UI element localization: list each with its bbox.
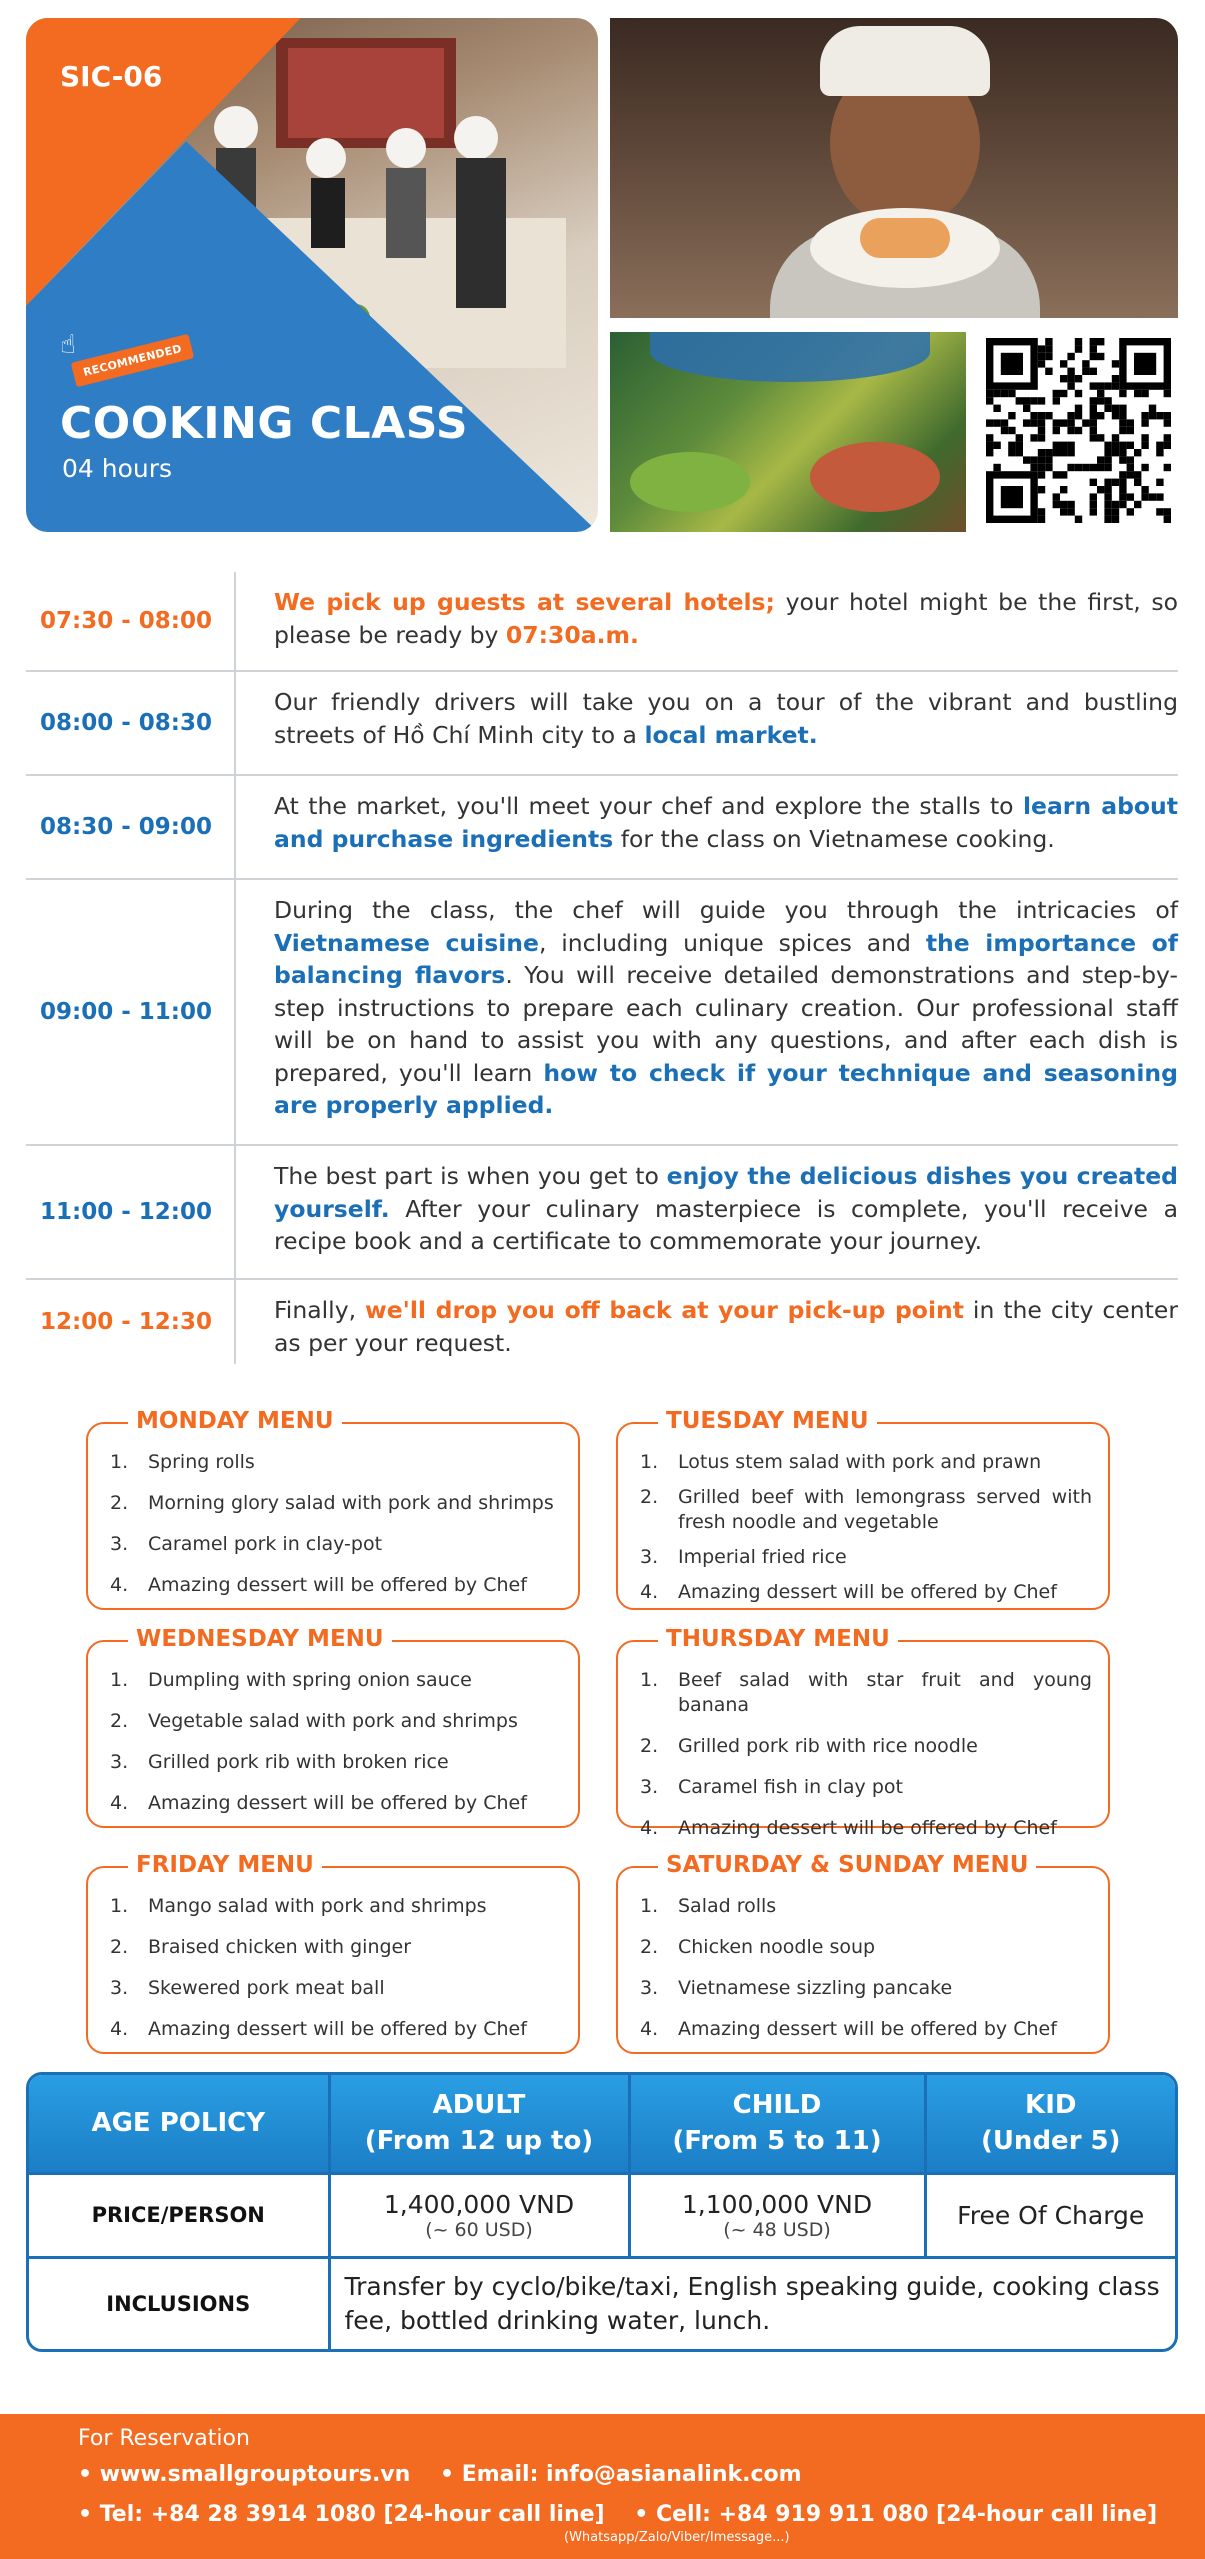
menu-item: 2. Morning glory salad with pork and shrimps (110, 1492, 554, 1514)
menu-item: 2. Vegetable salad with pork and shrimps (110, 1710, 518, 1732)
qr-code[interactable] (980, 332, 1178, 532)
menu-item: 3. Imperial fried rice (640, 1546, 847, 1568)
child-price: 1,100,000 VND (~ 48 USD) (629, 2173, 925, 2257)
reservation-heading: For Reservation (78, 2426, 250, 2451)
menu-card (616, 1626, 1110, 1839)
schedule-row (26, 672, 1178, 776)
menu-title: FRIDAY MENU (128, 1850, 322, 1880)
menu-title: SATURDAY & SUNDAY MENU (658, 1850, 1036, 1880)
schedule-time: 12:00 - 12:30 (26, 1280, 236, 1364)
menu-item: 4. Amazing dessert will be offered by Chef (640, 1817, 1057, 1839)
menu-card (86, 1408, 580, 1610)
description-segment: , including unique spices and (538, 928, 926, 957)
menu-item: 3. Skewered pork meat ball (110, 1977, 385, 1999)
hero-main-photo (26, 18, 598, 532)
description-segment: enjoy the delicious dishes you created yourself. (274, 1162, 1178, 1223)
schedule-row (26, 1280, 1178, 1364)
menu-item: 1. Lotus stem salad with pork and prawn (640, 1451, 1042, 1473)
schedule-row (26, 880, 1178, 1146)
description-segment: Our friendly drivers will take you on a tour of the vibrant and bustling streets of Hồ Chí Minh city to a (274, 688, 1178, 749)
price-table (26, 2072, 1178, 2352)
schedule-row (26, 572, 1178, 672)
page-title: COOKING CLASS (60, 398, 469, 449)
duration: 04 hours (62, 454, 173, 483)
menu-card (86, 1626, 580, 1828)
schedule-time: 11:00 - 12:00 (26, 1146, 236, 1278)
pointing-hand-icon: ☝ (60, 330, 76, 360)
description-segment: 07:30a.m. (505, 620, 639, 649)
schedule-description (236, 1280, 1178, 1364)
schedule-description (236, 672, 1178, 774)
menu-item: 3. Caramel fish in clay pot (640, 1776, 903, 1798)
menu-item: 2. Grilled beef with lemongrass served with fresh noodle and vegetable (640, 1486, 1092, 1533)
menu-item: 4. Amazing dessert will be offered by Chef (110, 1792, 527, 1814)
menu-item: 2. Braised chicken with ginger (110, 1936, 412, 1958)
menu-item: 1. Dumpling with spring onion sauce (110, 1669, 472, 1691)
kid-header: KID (Under 5) (925, 2075, 1175, 2173)
cell-link[interactable]: • Cell: +84 919 911 080 [24-hour call line] (634, 2502, 1158, 2527)
schedule-row (26, 1146, 1178, 1280)
description-segment: local market. (644, 720, 818, 749)
description-segment: we'll drop you off back at your pick-up point (365, 1296, 964, 1324)
age-policy-header: AGE POLICY (29, 2075, 329, 2173)
menu-item: 2. Grilled pork rib with rice noodle (640, 1735, 978, 1757)
schedule-time: 07:30 - 08:00 (26, 572, 236, 670)
menu-item: 1. Beef salad with star fruit and young banana (640, 1669, 1092, 1716)
description-segment: Finally, (274, 1296, 366, 1324)
footer (0, 2414, 1205, 2559)
schedule-description (236, 880, 1178, 1144)
menu-item: 2. Chicken noodle soup (640, 1936, 876, 1958)
recommended-badge: ☝ RECOMMENDED (60, 330, 172, 386)
chef-portrait-photo (610, 18, 1178, 318)
schedule-table (26, 572, 1178, 1364)
menu-card (86, 1852, 580, 2054)
menu-item: 4. Amazing dessert will be offered by Chef (110, 1574, 527, 1596)
menu-item: 3. Caramel pork in clay-pot (110, 1533, 383, 1555)
menu-title: TUESDAY MENU (658, 1406, 877, 1436)
messaging-apps-note: (Whatsapp/Zalo/Viber/Imessage...) (564, 2530, 790, 2545)
kid-price: Free Of Charge (925, 2173, 1175, 2257)
description-segment: your hotel might be the first, so please be ready by (274, 588, 1178, 649)
schedule-description (236, 572, 1178, 670)
menu-item: 1. Spring rolls (110, 1451, 255, 1473)
schedule-time: 09:00 - 11:00 (26, 880, 236, 1144)
menu-item: 4. Amazing dessert will be offered by Chef (640, 2018, 1057, 2040)
schedule-time: 08:00 - 08:30 (26, 672, 236, 774)
menu-item: 1. Salad rolls (640, 1895, 777, 1917)
menu-title: THURSDAY MENU (658, 1624, 898, 1654)
menu-item: 4. Amazing dessert will be offered by Chef (640, 1581, 1057, 1603)
menu-item: 4. Amazing dessert will be offered by Chef (110, 2018, 527, 2040)
hero (26, 18, 1178, 532)
inclusions-label: INCLUSIONS (29, 2257, 329, 2349)
menu-item: 3. Grilled pork rib with broken rice (110, 1751, 449, 1773)
email-link[interactable]: • Email: info@asianalink.com (439, 2462, 802, 2487)
description-segment: for the class on Vietnamese cooking. (613, 824, 1055, 853)
menu-card (616, 1852, 1110, 2054)
schedule-description (236, 776, 1178, 878)
schedule-row (26, 776, 1178, 880)
description-segment: in the city center as per your request. (274, 1296, 1178, 1357)
description-segment: Vietnamese cuisine (274, 928, 539, 957)
description-segment: learn about and purchase ingredients (274, 792, 1179, 853)
description-segment: We pick up guests at several hotels; (274, 588, 775, 616)
tour-code: SIC-06 (60, 60, 163, 93)
menu-title: WEDNESDAY MENU (128, 1624, 392, 1654)
inclusions-text: Transfer by cyclo/bike/taxi, English speaking guide, cooking class fee, bottled drinking water, lunch. (329, 2257, 1175, 2349)
menu-item: 3. Vietnamese sizzling pancake (640, 1977, 953, 1999)
description-segment: . You will receive detailed demonstrations and step-by-step instructions to prepare each culinary creation. Our professional staff will be on hand to assist you with any questions, and after each dish is prepared, you'll learn (274, 961, 1179, 1087)
menu-card (616, 1408, 1110, 1610)
description-segment: The best part is when you get to (274, 1162, 667, 1190)
website-link[interactable]: • www.smallgrouptours.vn (78, 2462, 411, 2487)
menu-title: MONDAY MENU (128, 1406, 342, 1436)
adult-header: ADULT (From 12 up to) (329, 2075, 629, 2173)
description-segment: During the class, the chef will guide you through the intricacies of (274, 896, 1178, 924)
menu-item: 1. Mango salad with pork and shrimps (110, 1895, 487, 1917)
child-header: CHILD (From 5 to 11) (629, 2075, 925, 2173)
description-segment: At the market, you'll meet your chef and explore the stalls to (274, 792, 1023, 820)
tel-link[interactable]: • Tel: +84 28 3914 1080 [24-hour call line] (78, 2502, 605, 2527)
market-photo (610, 332, 966, 532)
description-segment: After your culinary masterpiece is complete, you'll receive a recipe book and a certificate to commemorate your journey. (274, 1194, 1178, 1255)
description-segment: how to check if your technique and seasoning are properly applied. (274, 1058, 1178, 1119)
schedule-description (236, 1146, 1178, 1278)
description-segment: the importance of balancing flavors (274, 928, 1178, 989)
schedule-time: 08:30 - 09:00 (26, 776, 236, 878)
price-per-person-label: PRICE/PERSON (29, 2173, 329, 2257)
adult-price: 1,400,000 VND (~ 60 USD) (329, 2173, 629, 2257)
